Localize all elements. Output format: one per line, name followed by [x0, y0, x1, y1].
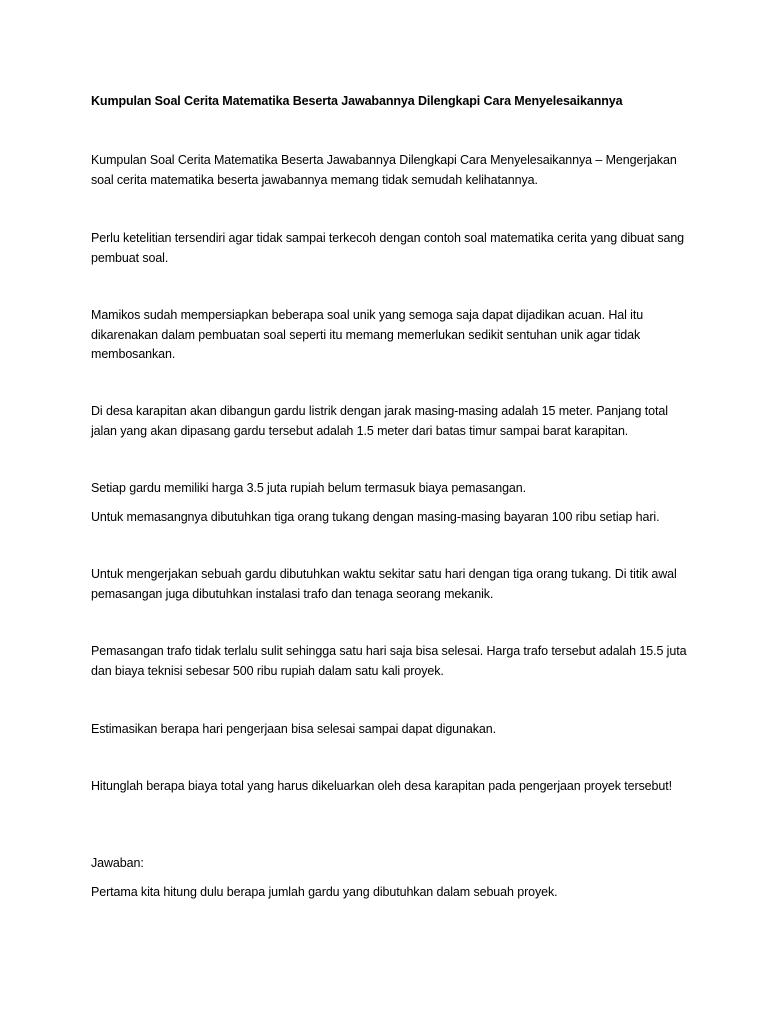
paragraph-jawaban-pertama: Pertama kita hitung dulu berapa jumlah gardu yang dibutuhkan dalam sebuah proyek. — [91, 885, 558, 899]
paragraph-ketelitian: Perlu ketelitian tersendiri agar tidak sampai terkecoh dengan contoh soal matematika cerita yang dibuat sang pembuat soal. — [91, 231, 685, 265]
paragraph-mamikos: Mamikos sudah mempersiapkan beberapa soal unik yang semoga saja dapat dijadikan acuan. Hal itu dikarenakan dalam pembuatan soal seperti itu memang memerlukan sedikit sentuhan unik agar tidak membosankan. — [91, 308, 644, 361]
paragraph-trafo: Pemasangan trafo tidak terlalu sulit sehingga satu hari saja bisa selesai. Harga trafo tersebut adalah 15.5 juta dan biaya teknisi sebesar 500 ribu rupiah dalam satu kali proyek. — [91, 644, 687, 678]
paragraph-desa-karapitan: Di desa karapitan akan dibangun gardu listrik dengan jarak masing-masing adalah 15 meter. Panjang total jalan yang akan dipasang gardu tersebut adalah 1.5 meter dari batas timur sampai barat karapitan. — [91, 404, 668, 438]
paragraph-tukang: Untuk memasangnya dibutuhkan tiga orang tukang dengan masing-masing bayaran 100 ribu setiap hari. — [91, 510, 660, 524]
paragraph-estimasi: Estimasikan berapa hari pengerjaan bisa selesai sampai dapat digunakan. — [91, 722, 496, 736]
paragraph-jawaban-label: Jawaban: — [91, 856, 144, 870]
document-title: Kumpulan Soal Cerita Matematika Beserta Jawabannya Dilengkapi Cara Menyelesaikannya — [91, 94, 623, 108]
paragraph-harga-gardu: Setiap gardu memiliki harga 3.5 juta rupiah belum termasuk biaya pemasangan. — [91, 481, 527, 495]
paragraph-waktu-pengerjaan: Untuk mengerjakan sebuah gardu dibutuhkan waktu sekitar satu hari dengan tiga orang tukang. Di titik awal pemasangan juga dibutuhkan instalasi trafo dan tenaga seorang mekanik. — [91, 567, 677, 601]
paragraph-biaya-total: Hitunglah berapa biaya total yang harus dikeluarkan oleh desa karapitan pada pengerjaan proyek tersebut! — [91, 779, 672, 793]
paragraph-intro: Kumpulan Soal Cerita Matematika Beserta Jawabannya Dilengkapi Cara Menyelesaikannya – Mengerjakan soal cerita matematika beserta jawabannya memang tidak semudah kelihatannya. — [91, 153, 677, 187]
